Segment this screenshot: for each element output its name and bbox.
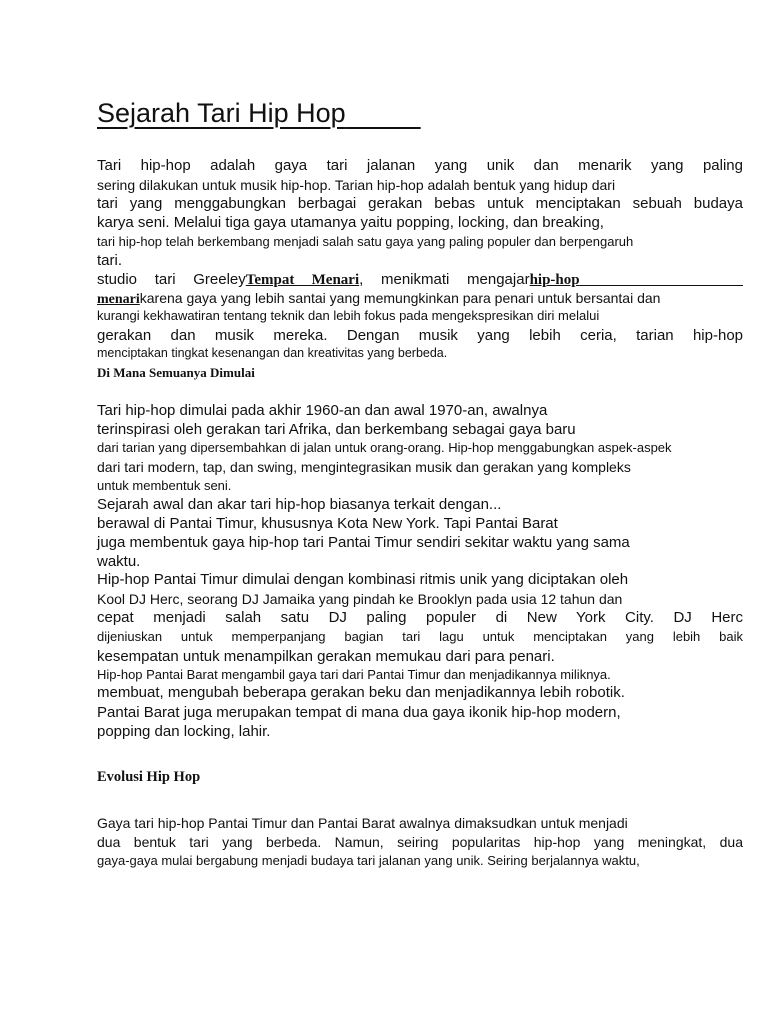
body-line: Hip-hop Pantai Timur dimulai dengan kombinasi ritmis unik yang diciptakan oleh [97, 571, 629, 588]
body-line: berawal di Pantai Timur, khususnya Kota New York. Tapi Pantai Barat [97, 515, 558, 532]
hip-hop-link[interactable]: hip-hop [529, 272, 580, 288]
page-title: Sejarah Tari Hip Hop [97, 98, 346, 128]
body-line: kurangi kekhawatiran tentang teknik dan lebih fokus pada mengekspresikan diri melalui [97, 308, 600, 323]
body-line: gerakan dan musik mereka. Dengan musik yang lebih ceria, tarian hip-hop [97, 327, 743, 344]
studio-text: studio tari Greeley [97, 271, 246, 288]
body-line: tari yang menggabungkan berbagai gerakan bebas untuk menciptakan sebuah budaya [97, 195, 743, 212]
body-line: Hip-hop Pantai Barat mengambil gaya tari dari Pantai Timur dan menjadikannya miliknya. [97, 667, 611, 682]
studio-text: , menikmati mengajar [359, 271, 530, 288]
body-line: Kool DJ Herc, seorang DJ Jamaika yang pindah ke Brooklyn pada usia 12 tahun dan [97, 591, 623, 607]
body-line-with-links [97, 291, 660, 307]
body-line: kesempatan untuk menampilkan gerakan memukau dari para penari. [97, 648, 555, 665]
body-line-with-links [97, 272, 743, 288]
body-line: gaya-gaya mulai bergabung menjadi budaya tari jalanan yang unik. Seiring berjalannya waktu, [97, 853, 640, 868]
menari-link[interactable]: menari [97, 292, 140, 307]
body-line: Tari hip-hop adalah gaya tari jalanan yang unik dan menarik yang paling [97, 157, 743, 174]
body-line: Pantai Barat juga merupakan tempat di mana dua gaya ikonik hip-hop modern, [97, 704, 621, 721]
body-line: sering dilakukan untuk musik hip-hop. Tarian hip-hop adalah bentuk yang hidup dari [97, 177, 616, 193]
section-heading: Evolusi Hip Hop [97, 769, 201, 785]
body-line: dua bentuk tari yang berbeda. Namun, seiring popularitas hip-hop yang meningkat, dua [97, 834, 743, 850]
body-line: Tari hip-hop dimulai pada akhir 1960-an dan awal 1970-an, awalnya [97, 402, 548, 419]
body-line: dari tarian yang dipersembahkan di jalan untuk orang-orang. Hip-hop menggabungkan aspek-aspek [97, 440, 672, 455]
body-line: menciptakan tingkat kesenangan dan kreativitas yang berbeda. [97, 346, 448, 360]
body-line: waktu. [97, 553, 141, 570]
body-line: dijeniuskan untuk memperpanjang bagian tari lagu untuk menciptakan yang lebih baik [97, 629, 743, 644]
body-line: tari. [97, 252, 123, 269]
body-line: terinspirasi oleh gerakan tari Afrika, dan berkembang sebagai gaya baru [97, 421, 576, 438]
body-line: untuk membentuk seni. [97, 478, 232, 493]
body-line: tari hip-hop telah berkembang menjadi salah satu gaya yang paling populer dan berpengaruh [97, 234, 634, 249]
body-line: membuat, mengubah beberapa gerakan beku dan menjadikannya lebih robotik. [97, 684, 625, 701]
body-line: dari tari modern, tap, dan swing, mengintegrasikan musik dan gerakan yang kompleks [97, 459, 631, 475]
body-line: Gaya tari hip-hop Pantai Timur dan Pantai Barat awalnya dimaksudkan untuk menjadi [97, 815, 628, 831]
body-line: cepat menjadi salah satu DJ paling populer di New York City. DJ Herc [97, 609, 743, 626]
studio-text: karena gaya yang lebih santai yang memungkinkan para penari untuk bersantai dan [139, 290, 661, 306]
body-line: juga membentuk gaya hip-hop tari Pantai Timur sendiri sekitar waktu yang sama [97, 534, 630, 551]
body-line: karya seni. Melalui tiga gaya utamanya yaitu popping, locking, dan breaking, [97, 214, 604, 231]
section-heading: Di Mana Semuanya Dimulai [97, 365, 255, 380]
body-line: popping dan locking, lahir. [97, 723, 271, 740]
body-line: Sejarah awal dan akar tari hip-hop biasanya terkait dengan... [97, 496, 502, 513]
tempat-menari-link[interactable]: Tempat Menari [245, 272, 360, 288]
